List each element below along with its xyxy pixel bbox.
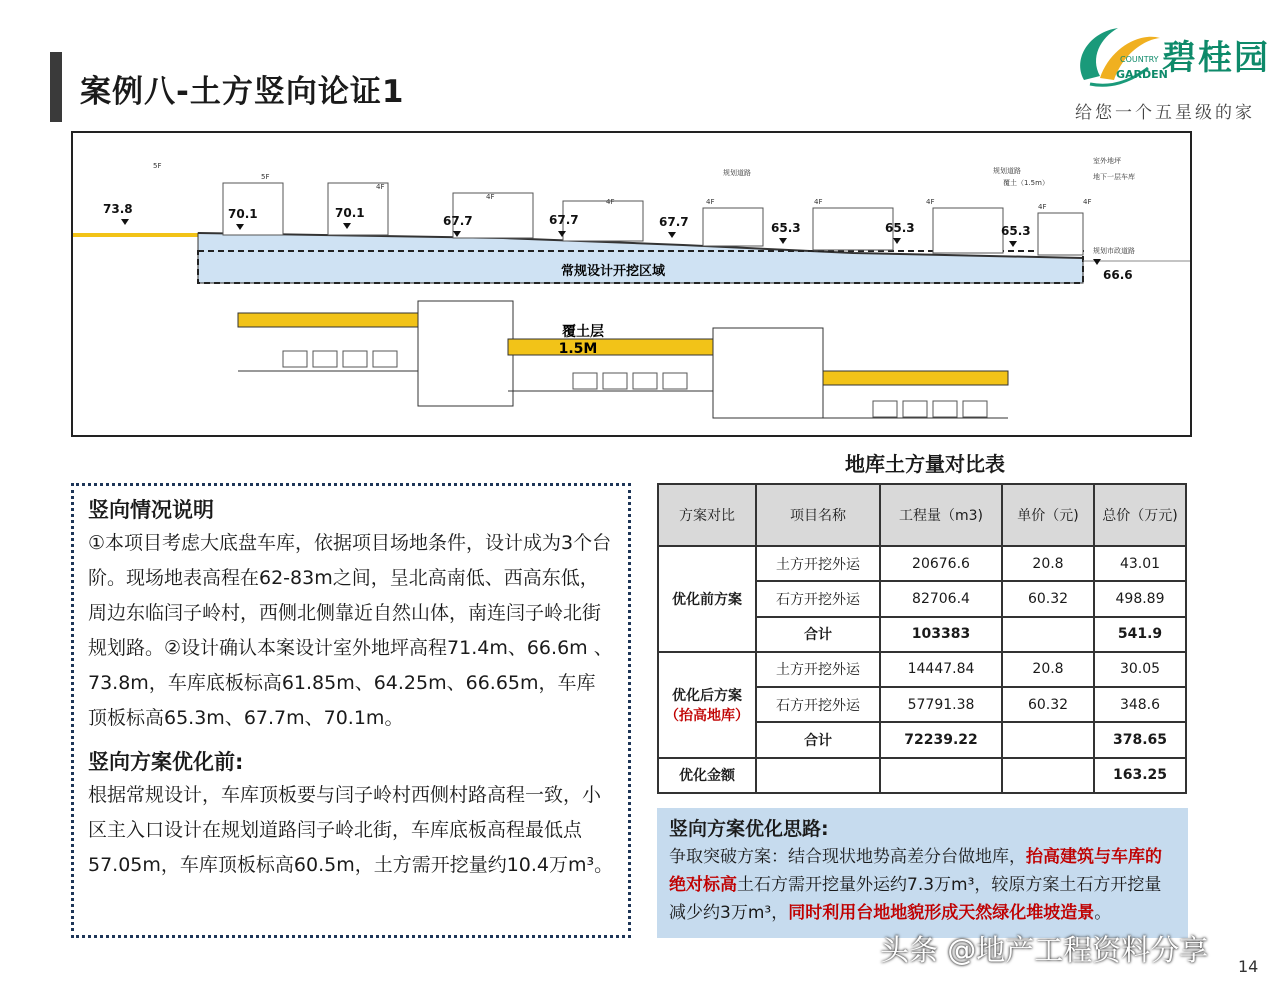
- elevation-marker: [779, 238, 787, 244]
- elevation-label: 66.6: [1103, 268, 1133, 282]
- parked-car: [663, 373, 687, 389]
- road-label: 规划道路: [993, 167, 1021, 175]
- parked-car: [603, 373, 627, 389]
- title-accent-bar: [50, 52, 62, 122]
- legend-basement: 地下一层车库: [1093, 173, 1135, 181]
- table-cell: 20676.6: [880, 546, 1002, 581]
- floor-label: 4F: [1038, 203, 1047, 211]
- idea-text: 争取突破方案：结合现状地势高差分台做地库，: [669, 847, 1026, 867]
- elevation-label: 65.3: [1001, 224, 1031, 238]
- parked-car: [343, 351, 367, 367]
- table-cell: 82706.4: [880, 581, 1002, 616]
- table-header: 单价（元): [1002, 484, 1094, 546]
- table-cell: [756, 758, 880, 793]
- parked-car: [633, 373, 657, 389]
- page-number: 14: [1238, 957, 1259, 976]
- floor-label: 4F: [486, 193, 495, 201]
- section-drawing: [73, 133, 1190, 435]
- elevation-label: 67.7: [659, 215, 689, 229]
- road-label: 规划道路: [723, 169, 751, 177]
- logo-name: 碧桂园: [1162, 38, 1270, 78]
- section-diagram: [71, 131, 1192, 437]
- table-cell: 石方开挖外运: [756, 687, 880, 722]
- floor-label: 4F: [376, 183, 385, 191]
- table-cell: 498.89: [1094, 581, 1186, 616]
- parked-car: [373, 351, 397, 367]
- elevation-label: 73.8: [103, 202, 133, 216]
- table-header: 项目名称: [756, 484, 880, 546]
- group-label-after-note: （抬高地库）: [665, 707, 749, 724]
- parked-car: [573, 373, 597, 389]
- table-cell: 石方开挖外运: [756, 581, 880, 616]
- table-row: [658, 758, 1186, 793]
- table-cell: 土方开挖外运: [756, 546, 880, 581]
- table-cell: 348.6: [1094, 687, 1186, 722]
- notes-heading: 竖向方案优化前:: [88, 750, 244, 774]
- building: [703, 208, 763, 246]
- idea-text: 土石方需开挖量外运约7.3万m³，较原方案土石方开挖量减少约3万m³，: [669, 875, 1162, 923]
- notes-box: [71, 483, 631, 938]
- elevation-label: 65.3: [771, 221, 801, 235]
- parked-car: [903, 401, 927, 417]
- idea-heading: 竖向方案优化思路:: [669, 818, 829, 840]
- saving-value: 163.25: [1094, 758, 1186, 793]
- table-title: 地库土方量对比表: [845, 452, 1005, 476]
- table-header: 方案对比: [658, 484, 756, 546]
- table-cell: [1002, 617, 1094, 652]
- ground-strip-left: [73, 233, 203, 237]
- table-cell: 土方开挖外运: [756, 652, 880, 687]
- floor-label: 4F: [1083, 198, 1092, 206]
- table-cell: 合计: [756, 617, 880, 652]
- logo-slogan: 给您一个五星级的家: [1075, 103, 1255, 123]
- soil-layer-right: [823, 371, 1008, 385]
- soil-layer-label: 覆土层: [562, 324, 604, 340]
- logo-country: COUNTRY: [1120, 55, 1159, 64]
- soil-layer-mid: [508, 339, 713, 355]
- saving-label: 优化金额: [658, 758, 756, 793]
- parked-car: [873, 401, 897, 417]
- idea-highlight: 同时利用台地地貌形成天然绿化堆坡造景: [788, 903, 1095, 923]
- floor-label: 5F: [261, 173, 270, 181]
- elevation-marker: [893, 238, 901, 244]
- table-cell: 541.9: [1094, 617, 1186, 652]
- floor-label: 5F: [153, 162, 162, 170]
- elevation-marker: [1093, 259, 1101, 265]
- parked-car: [933, 401, 957, 417]
- parked-car: [283, 351, 307, 367]
- road-right-label: 规划市政道路: [1093, 247, 1135, 255]
- elevation-label: 65.3: [885, 221, 915, 235]
- soil-layer-left: [238, 313, 418, 327]
- floor-label: 4F: [814, 198, 823, 206]
- group-label-after: [658, 652, 756, 758]
- table-cell: 合计: [756, 722, 880, 757]
- idea-text: 。: [1094, 903, 1112, 923]
- table-cell: [1002, 722, 1094, 757]
- elevation-marker: [668, 232, 676, 238]
- idea-highlight: 抬高建筑与车库的绝对标高: [669, 847, 1162, 895]
- table-row: [658, 652, 1186, 687]
- table-header-row: [658, 484, 1186, 546]
- optimization-idea-box: [657, 808, 1188, 938]
- section-block: [418, 301, 513, 406]
- group-label-before: 优化前方案: [658, 546, 756, 652]
- table-cell: 60.32: [1002, 581, 1094, 616]
- section-block: [713, 328, 823, 418]
- soil-thickness-label: 1.5M: [558, 341, 598, 357]
- watermark: 头条 @地产工程资料分享: [880, 933, 1209, 967]
- building: [813, 208, 893, 250]
- legend-outdoor: 室外地坪: [1093, 157, 1121, 165]
- table-cell: 20.8: [1002, 652, 1094, 687]
- zone-label: 常规设计开挖区域: [560, 264, 666, 279]
- group-label-after-text: 优化后方案: [672, 687, 742, 704]
- table-cell: 57791.38: [880, 687, 1002, 722]
- table-cell: 43.01: [1094, 546, 1186, 581]
- table-cell: [1002, 758, 1094, 793]
- elevation-label: 70.1: [335, 206, 365, 220]
- notes-paragraph: 根据常规设计，车库顶板要与闫子岭村西侧村路高程一致，小区主入口设计在规划道路闫子岭北街，车库底板高程最低点57.05m，车库顶板标高60.5m，土方需开挖量约10.4万m³。: [88, 784, 614, 876]
- table-cell: 72239.22: [880, 722, 1002, 757]
- table-cell: 20.8: [1002, 546, 1094, 581]
- table-cell: 60.32: [1002, 687, 1094, 722]
- table-cell: 14447.84: [880, 652, 1002, 687]
- table-header: 总价（万元): [1094, 484, 1186, 546]
- comparison-table: [657, 483, 1187, 794]
- notes-paragraph: ①本项目考虑大底盘车库，依据项目场地条件，设计成为3个台阶。现场地表高程在62-83m之间，呈北高南低、西高东低，周边东临闫子岭村，西侧北侧靠近自然山体，南连闫子岭北街规划路。②设计确认本案设计室外地坪高程71.4m、66.6m 、73.8m，车库底板标高61.85m、64.25m、66.65m，车库顶板标高65.3m、67.7m、70.1m。: [88, 532, 613, 729]
- table-row: [658, 546, 1186, 581]
- parked-car: [313, 351, 337, 367]
- floor-label: 4F: [606, 198, 615, 206]
- notes-heading: 竖向情况说明: [88, 498, 214, 522]
- table-cell: 30.05: [1094, 652, 1186, 687]
- elevation-marker: [1009, 241, 1017, 247]
- table-cell: 378.65: [1094, 722, 1186, 757]
- floor-label: 4F: [926, 198, 935, 206]
- floor-label: 4F: [706, 198, 715, 206]
- logo-garden: GARDEN: [1116, 68, 1168, 81]
- parked-car: [963, 401, 987, 417]
- idea-paragraph: [669, 843, 1176, 927]
- building: [933, 208, 1003, 253]
- table-cell: [880, 758, 1002, 793]
- cover-label: 覆土（1.5m）: [1003, 179, 1049, 187]
- building: [1038, 213, 1083, 255]
- elevation-label: 70.1: [228, 207, 258, 221]
- page-title: 案例八-土方竖向论证1: [80, 74, 405, 110]
- elevation-label: 67.7: [549, 213, 579, 227]
- table-header: 工程量（m3): [880, 484, 1002, 546]
- table-cell: 103383: [880, 617, 1002, 652]
- elevation-label: 67.7: [443, 214, 473, 228]
- elevation-marker: [121, 219, 129, 225]
